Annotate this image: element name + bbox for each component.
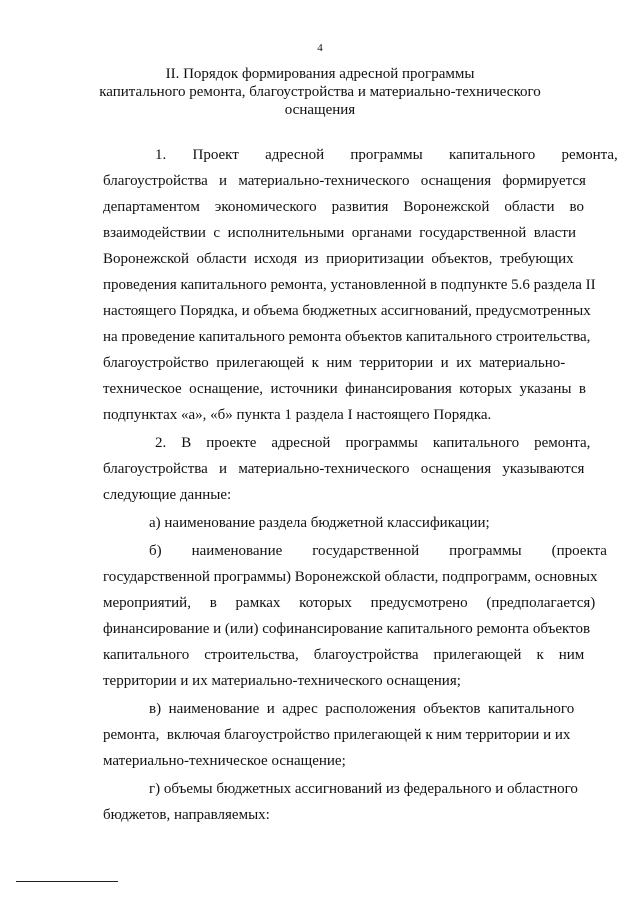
item-b — [103, 538, 609, 694]
item-b-line: финансирование и (или) софинансирование капитального ремонта объектов — [103, 621, 591, 637]
paragraph-1 — [103, 142, 618, 428]
paragraph-1-line: техническое оснащение, источники финансирования которых указаны в — [103, 381, 587, 397]
paragraph-2-line: 2. В проекте адресной программы капитального ремонта, — [155, 435, 591, 451]
item-b-line: мероприятий, в рамках которых предусмотрено (предполагается) — [103, 595, 596, 611]
item-g-line: бюджетов, направляемых: — [103, 807, 270, 823]
item-a-text: а) наименование раздела бюджетной классификации; — [149, 515, 490, 531]
paragraph-2 — [103, 430, 609, 508]
item-v-line: в) наименование и адрес расположения объектов капитального — [149, 701, 575, 717]
item-b-line: государственной программы) Воронежской области, подпрограмм, основных — [103, 569, 598, 585]
item-v-line: материально-техническое оснащение; — [103, 753, 346, 769]
footnote-separator-line — [16, 881, 118, 882]
section-heading — [60, 65, 580, 119]
page-number: 4 — [317, 42, 323, 54]
item-b-line: б) наименование государственной программы (проекта — [149, 543, 607, 559]
heading-line-3: оснащения — [284, 102, 356, 118]
item-v — [103, 696, 609, 774]
paragraph-2-line: следующие данные: — [103, 487, 232, 503]
paragraph-2-line: благоустройства и материально-технического оснащения указываются — [103, 461, 585, 477]
paragraph-1-line: проведения капитального ремонта, установленной в подпункте 5.6 раздела II — [103, 277, 596, 293]
paragraph-1-line: подпунктах «а», «б» пункта 1 раздела I настоящего Порядка. — [103, 407, 492, 423]
paragraph-1-line: настоящего Порядка, и объема бюджетных ассигнований, предусмотренных — [103, 303, 591, 319]
paragraph-1-line: взаимодействии с исполнительными органами государственной власти — [103, 225, 576, 241]
paragraph-1-line: Воронежской области исходя из приоритизации объектов, требующих — [103, 251, 574, 267]
item-v-line: ремонта, включая благоустройство прилегающей к ним территории и их — [103, 727, 571, 743]
paragraph-1-line: 1. Проект адресной программы капитального ремонта, — [155, 147, 618, 163]
paragraph-1-line: благоустройства и материально-технического оснащения формируется — [103, 173, 586, 189]
item-b-line: капитального строительства, благоустройства прилегающей к ним — [103, 647, 585, 663]
item-g — [103, 776, 609, 828]
item-b-line: территории и их материально-технического оснащения; — [103, 673, 461, 689]
paragraph-1-line: на проведение капитального ремонта объектов капитального строительства, — [103, 329, 591, 345]
item-g-line: г) объемы бюджетных ассигнований из федерального и областного — [149, 781, 578, 797]
heading-line-1: II. Порядок формирования адресной программы — [165, 66, 475, 82]
paragraph-1-line: департаментом экономического развития Воронежской области во — [103, 199, 584, 215]
heading-line-2: капитального ремонта, благоустройства и материально-технического — [99, 84, 541, 100]
document-body — [103, 142, 618, 828]
item-a — [103, 510, 609, 536]
paragraph-1-line: благоустройство прилегающей к ним территории и их материально- — [103, 355, 566, 371]
